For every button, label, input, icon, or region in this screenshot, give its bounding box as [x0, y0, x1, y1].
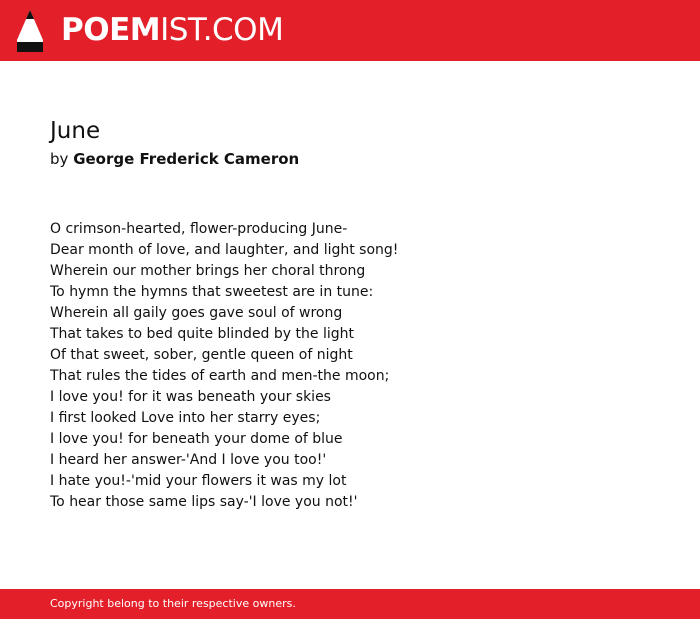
poem-line: I hate you!-'mid your flowers it was my lot	[50, 473, 347, 489]
poem-line: I love you! for beneath your dome of blue	[50, 431, 343, 447]
by-label: by	[50, 150, 69, 168]
poem-line: That rules the tides of earth and men-the moon;	[50, 368, 390, 384]
poem-line: Wherein our mother brings her choral throng	[50, 263, 366, 279]
footer-bar	[0, 589, 700, 619]
poem-line: Wherein all gaily goes gave soul of wrong	[50, 305, 343, 321]
poem-line: To hear those same lips say-'I love you not!'	[50, 494, 358, 510]
poem-line: Dear month of love, and laughter, and light song!	[50, 242, 399, 258]
header-bar	[0, 0, 700, 61]
poem-line: That takes to bed quite blinded by the light	[50, 326, 354, 342]
copyright-notice: Copyright belong to their respective owners.	[50, 597, 296, 610]
site-logo[interactable]	[61, 11, 283, 49]
poem-line: To hymn the hymns that sweetest are in tune:	[50, 284, 374, 300]
logo-light-text: IST.COM	[160, 12, 284, 48]
poem-line: I first looked Love into her starry eyes;	[50, 410, 321, 426]
poem-line: I love you! for it was beneath your skies	[50, 389, 331, 405]
poem-author: George Frederick Cameron	[73, 150, 300, 168]
poem-line: I heard her answer-'And I love you too!'	[50, 452, 327, 468]
pencil-tip-icon	[17, 10, 43, 52]
poem-body	[50, 219, 398, 513]
poem-title: June	[50, 118, 101, 144]
poem-line: Of that sweet, sober, gentle queen of night	[50, 347, 353, 363]
poem-line: O crimson-hearted, flower-producing June-	[50, 221, 348, 237]
logo-bold-text: POEM	[61, 12, 161, 48]
poem-byline	[50, 149, 299, 169]
